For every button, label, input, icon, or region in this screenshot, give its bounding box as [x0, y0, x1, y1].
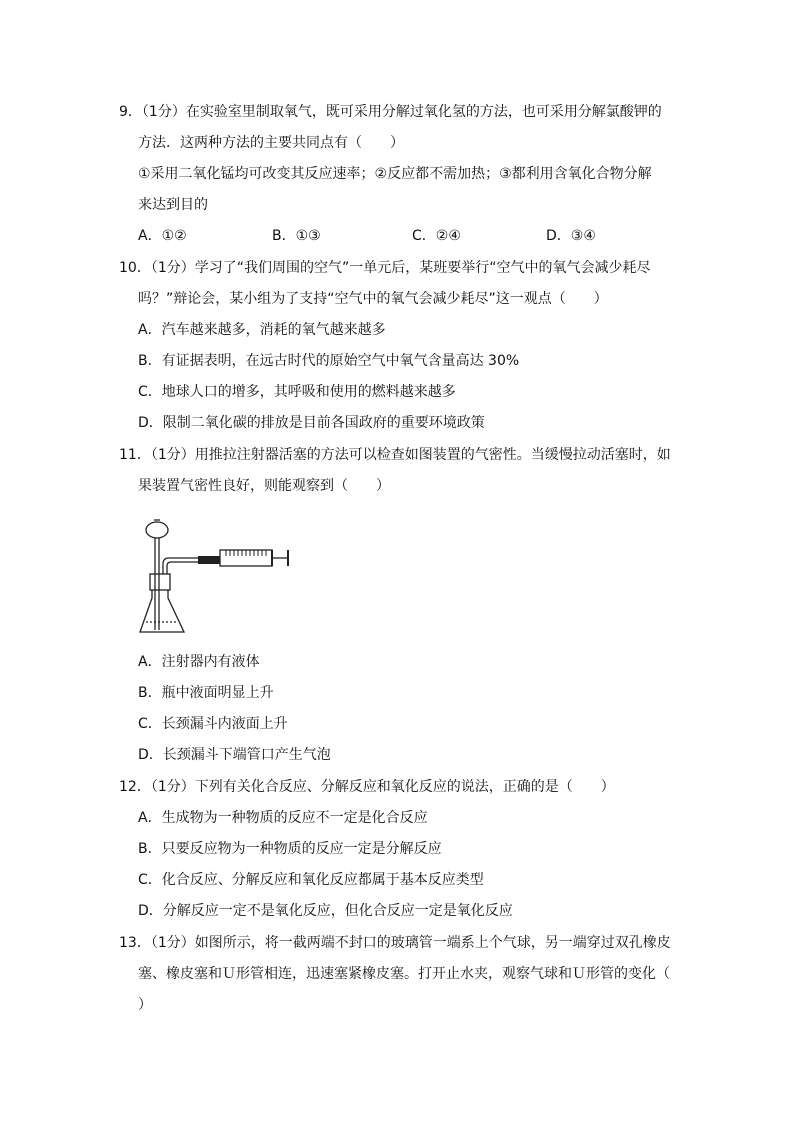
apparatus-figure — [138, 514, 298, 638]
question-11-stem-cont: 果装置气密性良好，则能观察到（ ） — [138, 478, 390, 494]
question-10-stem-cont: 吗？”辩论会，某小组为了支持“空气中的氧气会减少耗尽”这一观点（ ） — [138, 291, 608, 307]
question-11-option-b[interactable]: B．瓶中液面明显上升 — [138, 685, 274, 701]
question-9-stem-cont: 方法．这两种方法的主要共同点有（ ） — [138, 135, 404, 151]
question-12-option-a[interactable]: A．生成物为一种物质的反应不一定是化合反应 — [138, 810, 428, 826]
question-9-stem: 9．（1分）在实验室里制取氧气，既可采用分解过氧化氢的方法，也可采用分解氯酸钾的 — [119, 104, 662, 120]
question-11-option-d[interactable]: D．长颈漏斗下端管口产生气泡 — [138, 747, 331, 763]
question-9-option-c[interactable]: C．②④ — [412, 228, 461, 244]
question-9-option-d[interactable]: D．③④ — [546, 228, 596, 244]
question-10-option-d[interactable]: D．限制二氧化碳的排放是目前各国政府的重要环境政策 — [138, 415, 485, 431]
question-10-option-a[interactable]: A．汽车越来越多，消耗的氧气越来越多 — [138, 322, 386, 338]
question-13-stem-end: ） — [138, 997, 152, 1013]
question-13-stem: 13．（1分）如图所示，将一截两端不封口的玻璃管一端系上个气球，另一端穿过双孔橡皮 — [119, 935, 671, 951]
question-9-statements: ①采用二氧化锰均可改变其反应速率；②反应都不需加热；③都利用含氧化合物分解 — [138, 166, 652, 182]
question-12-stem: 12．（1分）下列有关化合反应、分解反应和氧化反应的说法，正确的是（ ） — [119, 779, 615, 795]
question-12-option-b[interactable]: B．只要反应物为一种物质的反应一定是分解反应 — [138, 841, 442, 857]
question-11-option-c[interactable]: C．长颈漏斗内液面上升 — [138, 716, 288, 732]
rubber-stopper — [150, 574, 170, 590]
conical-flask — [140, 590, 184, 632]
question-10-option-b[interactable]: B．有证据表明，在远古时代的原始空气中氧气含量高达 30% — [138, 353, 520, 369]
question-9-statements-cont: 来达到目的 — [138, 197, 208, 213]
question-11-stem: 11．（1分）用推拉注射器活塞的方法可以检查如图装置的气密性。当缓慢拉动活塞时，如 — [119, 447, 671, 463]
question-12-option-d[interactable]: D．分解反应一定不是氧化反应，但化合反应一定是氧化反应 — [138, 903, 513, 919]
question-13-stem-cont: 塞、橡皮塞和Ｕ形管相连，迅速塞紧橡皮塞。打开止水夹，观察气球和Ｕ形管的变化（ — [138, 966, 670, 982]
funnel-bulb — [146, 522, 168, 538]
question-9-option-b[interactable]: B．①③ — [272, 228, 321, 244]
question-10-stem: 10．（1分）学习了“我们周围的空气”一单元后，某班要举行“空气中的氧气会减少耗尽 — [119, 260, 651, 276]
delivery-tube — [163, 558, 198, 574]
question-10-option-c[interactable]: C．地球人口的增多，其呼吸和使用的燃料越来越多 — [138, 384, 456, 400]
rubber-connector — [198, 556, 220, 564]
question-9-option-a[interactable]: A．①② — [138, 228, 187, 244]
question-12-option-c[interactable]: C．化合反应、分解反应和氧化反应都属于基本反应类型 — [138, 872, 484, 888]
question-11-option-a[interactable]: A．注射器内有液体 — [138, 654, 260, 670]
